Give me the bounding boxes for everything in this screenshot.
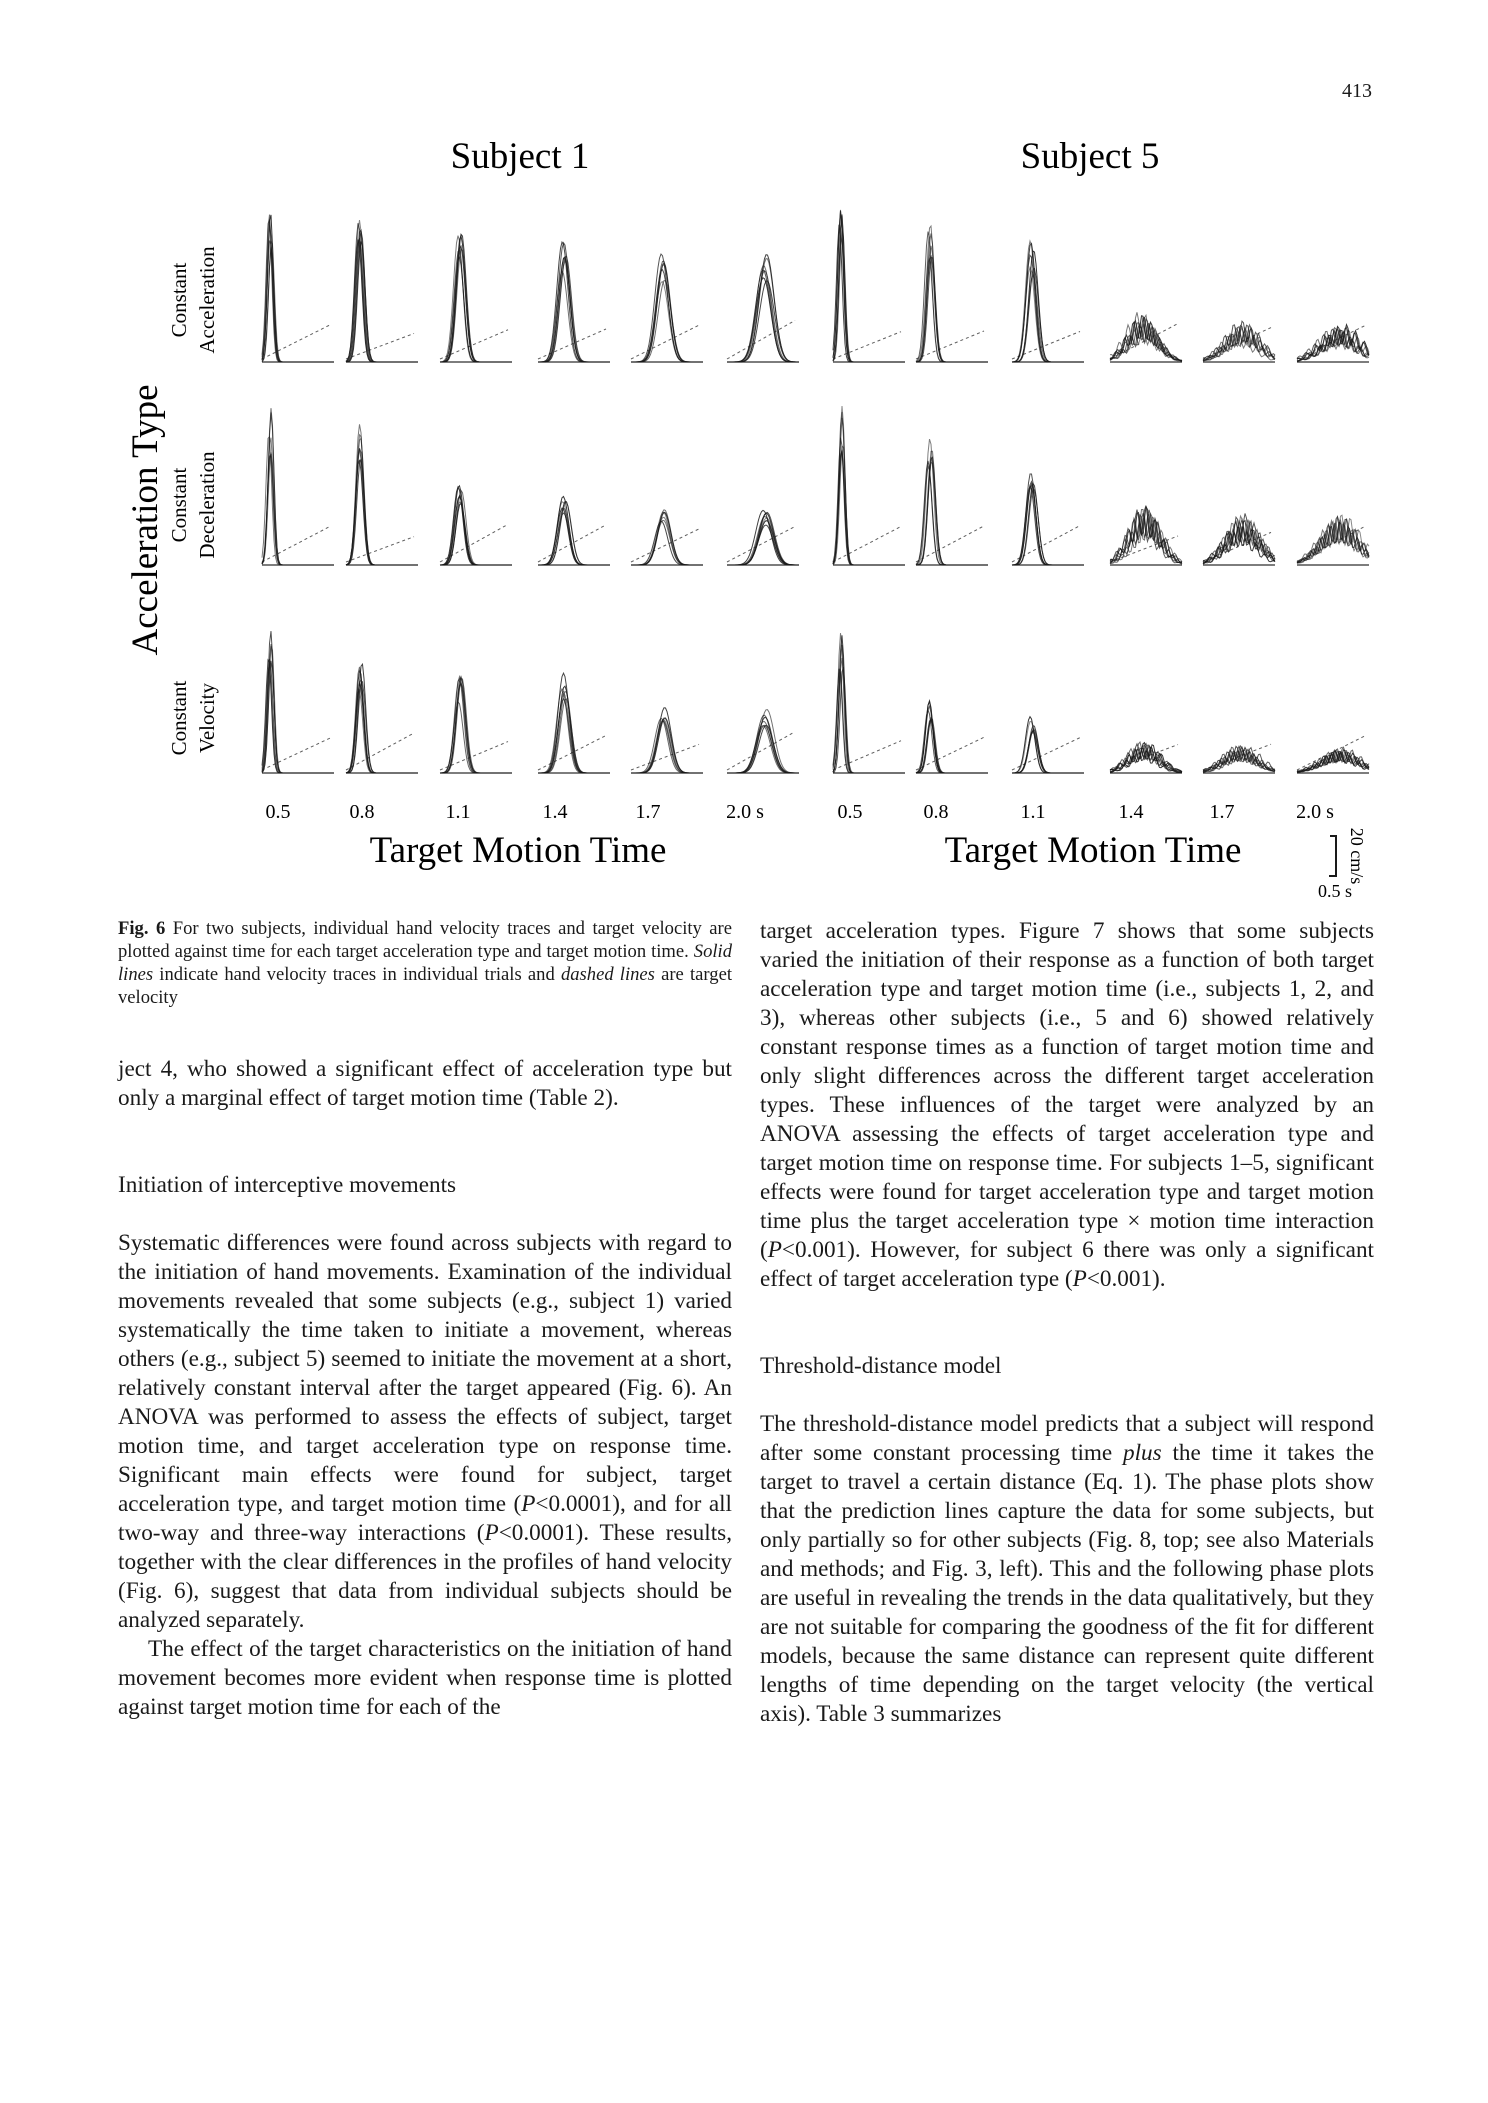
target-velocity-trace (262, 738, 330, 770)
hand-velocity-trace (1012, 269, 1084, 363)
paragraph-text: the time it takes the target to travel a certain distance (Eq. 1). The phase plots show that the prediction lines capture the data for some subjects, but only partially so for other subjects (Fig. 8, top; see also Materials and methods; and Fig. 3, left). This and the following phase plots are useful in revealing the trends in the data qualitatively, but they are not suitable for comparing the goodness of the fit for different models, because the same distance can represent quite different lengths of time depending on the target velocity (the vertical axis). Table 3 summarizes (760, 1440, 1374, 1727)
x-tick-left-2: 1.1 (445, 801, 471, 823)
scale-bar-lines (1329, 836, 1336, 876)
hand-velocity-trace (916, 719, 988, 773)
x-tick-right-2: 1.1 (1020, 801, 1046, 823)
target-velocity-trace (631, 325, 699, 359)
figure-6 (0, 0, 1488, 905)
x-tick-left-4: 1.7 (635, 801, 661, 823)
hand-velocity-trace (631, 517, 703, 565)
x-tick-right-1: 0.8 (923, 801, 949, 823)
hand-velocity-trace (538, 502, 610, 565)
x-tick-right-3: 1.4 (1118, 801, 1144, 823)
target-velocity-trace (631, 529, 699, 562)
caption-text-2: indicate hand velocity traces in individual trials and (153, 964, 561, 985)
scale-bar-velocity-label: 20 cm/s (1347, 827, 1367, 885)
target-velocity-trace (262, 526, 330, 562)
p-symbol: P (767, 1237, 782, 1263)
hand-velocity-trace (727, 266, 799, 362)
paragraph: The effect of the target characteristics on the initiation of hand movement becomes more evident when response time is plotted against target motion time for each of the (118, 1636, 732, 1720)
x-tick-left-5: 2.0 s (726, 801, 764, 823)
caption-dashed-term: dashed lines (560, 964, 655, 985)
hand-velocity-trace (727, 281, 799, 362)
row-label-velocity-line2: Velocity (195, 683, 219, 753)
row-label-deceleration-line2: Deceleration (195, 451, 219, 559)
x-tick-right-4: 1.7 (1209, 801, 1235, 823)
hand-velocity-trace (440, 677, 512, 774)
target-velocity-trace (346, 333, 414, 359)
target-velocity-trace (833, 741, 901, 770)
hand-velocity-trace (727, 270, 799, 362)
hand-velocity-trace (538, 242, 610, 362)
hand-velocity-trace (727, 725, 799, 773)
paragraph: ject 4, who showed a significant effect of acceleration type but only a marginal effect of target motion time (Table 2). (118, 1056, 732, 1111)
hand-velocity-trace (1012, 729, 1084, 773)
hand-velocity-trace (631, 521, 703, 566)
paragraph-text: <0.001). However, for subject 6 there was only a significant effect of target acceleration type ( (760, 1237, 1374, 1292)
target-velocity-trace (262, 325, 330, 359)
target-velocity-trace (833, 332, 901, 359)
section-heading-threshold: Threshold-distance model (760, 1353, 1002, 1379)
caption-label: Fig. 6 (118, 918, 166, 939)
plus-term: plus (1123, 1440, 1162, 1466)
hand-velocity-trace (631, 265, 703, 362)
paragraph (760, 917, 1374, 1294)
hand-velocity-trace (727, 512, 799, 565)
section-heading-initiation: Initiation of interceptive movements (118, 1172, 457, 1198)
hand-velocity-trace (1012, 275, 1084, 362)
hand-velocity-trace (833, 446, 905, 565)
target-velocity-trace (833, 526, 901, 562)
y-axis-title: Acceleration Type (125, 384, 166, 656)
scale-bar-time-label: 0.5 s (1317, 881, 1353, 901)
scale-bar (1318, 828, 1367, 901)
row-label-deceleration-line1: Constant (167, 467, 191, 543)
hand-velocity-trace (1012, 730, 1084, 773)
hand-velocity-trace (1012, 241, 1084, 362)
hand-velocity-trace (1012, 731, 1084, 773)
x-axis-title-right: Target Motion Time (944, 830, 1242, 871)
x-tick-left-1: 0.8 (349, 801, 375, 823)
x-tick-right-0: 0.5 (837, 801, 863, 823)
hand-velocity-trace (1012, 489, 1084, 565)
target-velocity-trace (916, 331, 984, 359)
target-velocity-trace (631, 744, 699, 770)
paragraph-text: Systematic differences were found across subjects with regard to the initiation of hand movements. Examination of the individual movements revealed that some subjects (e.g., subject 1) varied systematically the time taken to initiate a movement, whereas others (e.g., subject 5) seemed to initiate the movement at a short, relatively constant interval after the target appeared (Fig. 6). An ANOVA was performed to assess the effects of subject, target motion time, and target acceleration type on response time. Significant main effects were found for subject, target acceleration type, and target motion time ( (118, 1230, 732, 1517)
velocity-traces (262, 210, 1369, 773)
p-symbol: P (521, 1491, 536, 1517)
caption-solid-term: Solid lines (118, 941, 732, 985)
hand-velocity-trace (1012, 726, 1084, 773)
hand-velocity-trace (1012, 484, 1084, 565)
right-column (760, 917, 1374, 1729)
hand-velocity-trace (440, 502, 512, 565)
hand-velocity-trace (538, 699, 610, 773)
hand-velocity-trace (440, 246, 512, 362)
hand-velocity-trace (1012, 268, 1084, 363)
target-velocity-trace (1012, 738, 1080, 770)
hand-velocity-trace (631, 512, 703, 565)
hand-velocity-trace (727, 271, 799, 362)
hand-velocity-trace (631, 254, 703, 362)
paragraph-text: <0.001). (1086, 1266, 1166, 1292)
paragraph (118, 1229, 732, 1635)
hand-velocity-trace (833, 211, 905, 362)
row-label-acceleration-line1: Constant (167, 262, 191, 338)
hand-velocity-trace (1012, 722, 1084, 774)
p-symbol: P (1072, 1266, 1087, 1292)
paragraph-text: target acceleration types. Figure 7 shows that some subjects varied the initiation of their response as a function of both target acceleration type and target motion time (i.e., subjects 1, 2, and 3), whereas other subjects (i.e., 5 and 6) showed relatively constant response times as a function of target motion time and only slight differences across the different target acceleration types. These influences of the target were analyzed by an ANOVA assessing the effects of target acceleration type and target motion time on response time. For subjects 1–5, significant effects were found for target acceleration type and target motion time plus the target acceleration type × motion time interaction ( (760, 918, 1374, 1263)
hand-velocity-trace (538, 243, 610, 362)
target-velocity-trace (346, 537, 414, 562)
target-velocity-trace (727, 732, 795, 770)
left-column (118, 1055, 732, 1722)
caption-text-3: are target velocity (118, 964, 732, 1008)
hand-velocity-trace (727, 726, 799, 773)
p-symbol: P (484, 1520, 499, 1546)
caption-text-1: For two subjects, individual hand velocity traces and target velocity are plotted against time for each target acceleration type and target motion time. (118, 918, 732, 962)
x-tick-right-5: 2.0 s (1296, 801, 1334, 823)
paragraph-text: <0.0001). These results, together with the clear differences in the profiles of hand velocity (Fig. 6), suggest that data from individual subjects should be analyzed separately. (118, 1520, 732, 1633)
hand-velocity-trace (631, 708, 703, 773)
hand-velocity-trace (727, 725, 799, 773)
x-axis-title-left: Target Motion Time (369, 830, 667, 871)
panel-title-subject-5: Subject 5 (1020, 136, 1160, 177)
page-number: 413 (1342, 80, 1372, 102)
paragraph (760, 1410, 1374, 1729)
hand-velocity-trace (833, 450, 905, 565)
row-label-velocity-line1: Constant (167, 680, 191, 756)
hand-velocity-trace (1012, 486, 1084, 565)
paragraph-text: The threshold-distance model predicts that a subject will respond after some constant processing time (760, 1411, 1374, 1466)
hand-velocity-trace (1012, 732, 1084, 773)
hand-velocity-trace (1012, 486, 1084, 565)
hand-velocity-trace (1012, 255, 1084, 362)
paragraph-text: <0.0001), and for all two-way and three-way interactions ( (118, 1491, 733, 1546)
hand-velocity-trace (1012, 251, 1084, 362)
figure-caption (118, 917, 732, 1009)
hand-velocity-trace (631, 720, 703, 773)
x-tick-left-3: 1.4 (542, 801, 568, 823)
panel-title-subject-1: Subject 1 (450, 136, 590, 177)
target-velocity-trace (727, 320, 795, 359)
x-tick-left-0: 0.5 (265, 801, 291, 823)
row-label-acceleration-line2: Acceleration (195, 246, 219, 354)
hand-velocity-trace (727, 525, 799, 565)
